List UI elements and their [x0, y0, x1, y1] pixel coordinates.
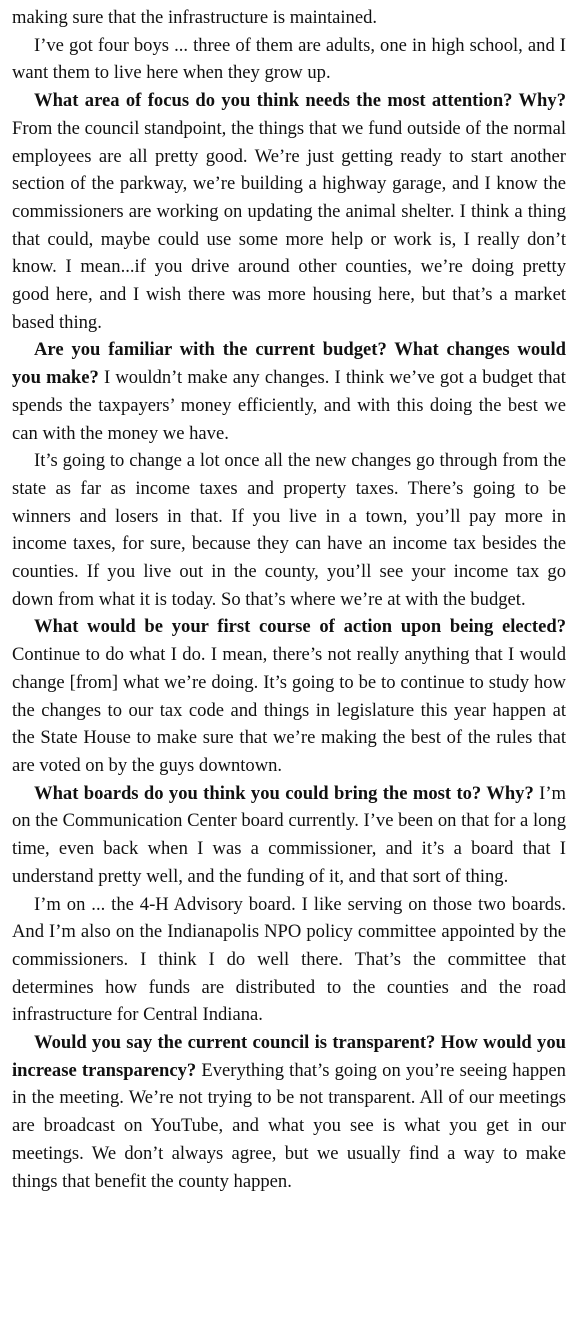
question-heading: What area of focus do you think needs the most attention? Why? — [34, 90, 566, 112]
paragraph-family — [12, 32, 566, 87]
paragraph-transparency — [12, 1029, 566, 1195]
paragraph-boards-continued — [12, 891, 566, 1030]
answer-text: Continue to do what I do. I mean, there’s not really anything that I would change [from] what we’re doing. It’s going to be to continue to study how the changes to our tax code and things in legislature this year happen at the State House to make sure that we’re making the best of the rules that are voted on by the guys downtown. — [12, 644, 566, 776]
question-heading: What would be your first course of action upon being elected? — [34, 616, 566, 638]
answer-text: I wouldn’t make any changes. I think we’ve got a budget that spends the taxpayers’ money efficiently, and with this doing the best we can with the money we have. — [12, 367, 566, 444]
paragraph-budget-continued — [12, 447, 566, 613]
answer-text: I’ve got four boys ... three of them are adults, one in high school, and I want them to live here when they grow up. — [12, 34, 566, 84]
paragraph-continuation — [12, 4, 566, 32]
answer-text: I’m on the Communication Center board currently. I’ve been on that for a long time, even back when I was a commissioner, and it’s a board that I understand pretty well, and the funding of it, and that sort of thing. — [12, 782, 566, 887]
answer-text: It’s going to change a lot once all the new changes go through from the state as far as income taxes and property taxes. There’s going to be winners and losers in that. If you live in a town, you’ll pay more in income taxes, for sure, because they can have an income tax besides the counties. If you live out in the county, you’ll see your income tax go down from what it is today. So that’s where we’re at with the budget. — [12, 450, 566, 610]
paragraph-boards — [12, 780, 566, 891]
question-heading: Would you say the current council is transparent? How would you increase transparency? — [12, 1032, 566, 1081]
answer-text: I’m on ... the 4-H Advisory board. I like serving on those two boards. And I’m also on the Indianapolis NPO policy committee appointed by the commissioners. I think I do well there. That’s the committee that determines how funds are distributed to the counties and the road infrastructure for Central Indiana. — [12, 893, 566, 1026]
answer-text: making sure that the infrastructure is maintained. — [12, 7, 378, 28]
paragraph-focus — [12, 87, 566, 336]
question-heading: What boards do you think you could bring the most to? Why? — [34, 782, 534, 804]
paragraph-budget — [12, 336, 566, 447]
answer-text: From the council standpoint, the things that we fund outside of the normal employees are all pretty good. We’re just getting ready to start another section of the parkway, we’re building a highway garage, and I know the commissioners are working on updating the animal shelter. I think a thing that could, maybe could use some more help or work is, I really don’t know. I mean...if you drive around other counties, we’re doing pretty good here, and I wish there was more housing here, but that’s a market based thing. — [12, 117, 566, 333]
answer-text: Everything that’s going on you’re seeing happen in the meeting. We’re not trying to be not transparent. All of our meetings are broadcast on YouTube, and what you see is what you get in our meetings. We don’t always agree, but we usually find a way to make things that benefit the county happen. — [12, 1059, 566, 1192]
paragraph-first-action — [12, 613, 566, 779]
question-heading: Are you familiar with the current budget? What changes would you make? — [12, 339, 566, 389]
